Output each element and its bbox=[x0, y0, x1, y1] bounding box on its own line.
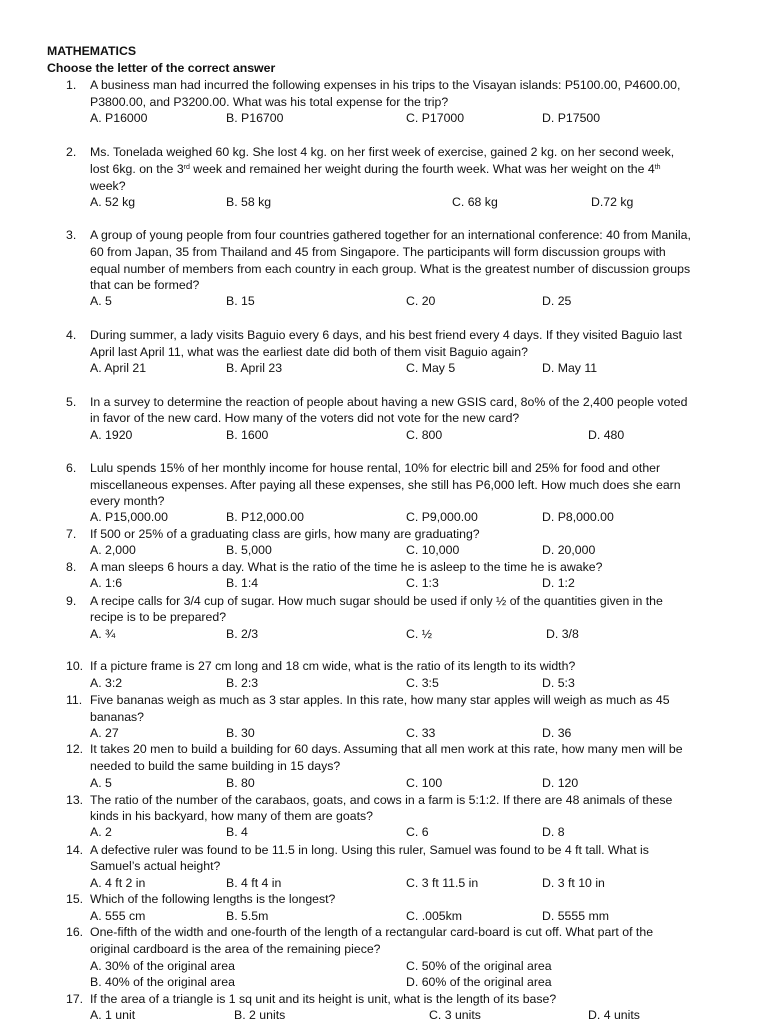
choice-a: A. ¾ bbox=[90, 627, 116, 641]
choice-a: A. April 21 bbox=[90, 361, 147, 375]
choice-c: C. 3:5 bbox=[406, 676, 439, 690]
choice-d: D. 25 bbox=[542, 294, 572, 308]
choice-c: C. ½ bbox=[406, 627, 432, 641]
question-number: 8. bbox=[66, 560, 77, 574]
choice-d: D. May 11 bbox=[542, 361, 598, 375]
question-text: kinds in his backyard, how many of them are goats? bbox=[90, 809, 373, 823]
choice-c: C. .005km bbox=[406, 909, 463, 923]
question-text-part: week and remained her weight during the fourth week. What was her weight on the 4 bbox=[189, 162, 655, 176]
choice-d: D. 3 ft 10 in bbox=[542, 876, 605, 890]
choice-b: B. 1600 bbox=[226, 428, 269, 442]
choice-d: D. 1:2 bbox=[542, 576, 575, 590]
choice-c: C. 20 bbox=[406, 294, 436, 308]
choice-b: B. 15 bbox=[226, 294, 255, 308]
choice-b: B. 2 units bbox=[234, 1008, 286, 1022]
question-text: 60 from Japan, 35 from Thailand and 45 from Singapore. The participants will form discussion groups with bbox=[90, 245, 666, 259]
question-number: 9. bbox=[66, 594, 77, 608]
choice-c: C. 3 ft 11.5 in bbox=[406, 876, 479, 890]
choice-c: C. 33 bbox=[406, 726, 436, 740]
choice-c: C. 3 units bbox=[429, 1008, 481, 1022]
question-number: 3. bbox=[66, 228, 77, 242]
ordinal-superscript: th bbox=[654, 164, 661, 171]
question-text: Five bananas weigh as much as 3 star apples. In this rate, how many star apples will weigh as much as 45 bbox=[90, 693, 670, 707]
choice-a: A. 52 kg bbox=[90, 195, 136, 209]
choice-d: D. 36 bbox=[542, 726, 572, 740]
section-title: MATHEMATICS bbox=[47, 44, 137, 58]
choice-d: D. 5:3 bbox=[542, 676, 575, 690]
question-number: 7. bbox=[66, 527, 77, 541]
choice-a: A. 1920 bbox=[90, 428, 133, 442]
choice-c: C. 50% of the original area bbox=[406, 959, 552, 973]
question-text: P3800.00, and P3200.00. What was his total expense for the trip? bbox=[90, 95, 449, 109]
question-number: 16. bbox=[66, 925, 84, 939]
question-text: bananas? bbox=[90, 710, 145, 724]
choice-b: B. 2:3 bbox=[226, 676, 259, 690]
question-number: 5. bbox=[66, 395, 77, 409]
question-text: A business man had incurred the following expenses in his trips to the Visayan islands: P5100.00, P4600.00, bbox=[90, 78, 681, 92]
question-number: 13. bbox=[66, 793, 84, 807]
question-text: During summer, a lady visits Baguio every 6 days, and his best friend every 4 days. If they visited Baguio last bbox=[90, 328, 682, 342]
choice-b: B. 58 kg bbox=[226, 195, 272, 209]
choice-b: B. 2/3 bbox=[226, 627, 259, 641]
choice-a: A. 30% of the original area bbox=[90, 959, 235, 973]
choice-d: D.72 kg bbox=[591, 195, 634, 209]
question-text: Which of the following lengths is the longest? bbox=[90, 892, 336, 906]
question-number: 2. bbox=[66, 145, 77, 159]
choice-a: A. P16000 bbox=[90, 111, 148, 125]
choice-a: A. 5 bbox=[90, 294, 112, 308]
question-text: Samuel’s actual height? bbox=[90, 859, 221, 873]
choice-c: C. P17000 bbox=[406, 111, 465, 125]
question-text bbox=[90, 162, 661, 176]
choice-b: B. 4 ft 4 in bbox=[226, 876, 282, 890]
question-text: A man sleeps 6 hours a day. What is the ratio of the time he is asleep to the time he is awake? bbox=[90, 560, 603, 574]
choice-b: B. 40% of the original area bbox=[90, 975, 235, 989]
question-number: 14. bbox=[66, 843, 84, 857]
question-number: 12. bbox=[66, 742, 84, 756]
question-text: A recipe calls for 3/4 cup of sugar. How much sugar should be used if only ½ of the quantities given in the bbox=[90, 594, 663, 608]
question-text: April last April 11, what was the earliest date did both of them visit Baguio again? bbox=[90, 345, 528, 359]
choice-c: C. May 5 bbox=[406, 361, 456, 375]
question-text: It takes 20 men to build a building for 60 days. Assuming that all men work at this rate, how many men will be bbox=[90, 742, 683, 756]
question-number: 1. bbox=[66, 78, 77, 92]
instructions: Choose the letter of the correct answer bbox=[47, 61, 276, 75]
question-number: 17. bbox=[66, 992, 84, 1006]
question-text: A defective ruler was found to be 11.5 in long. Using this ruler, Samuel was found to be 4 ft tall. What is bbox=[90, 843, 649, 857]
choice-b: B. 30 bbox=[226, 726, 255, 740]
question-number: 4. bbox=[66, 328, 77, 342]
choice-a: A. 2,000 bbox=[90, 543, 136, 557]
choice-a: A. 1:6 bbox=[90, 576, 123, 590]
question-text-part: lost 6kg. on the 3 bbox=[90, 162, 184, 176]
choice-a: A. 27 bbox=[90, 726, 119, 740]
choice-b: B. P16700 bbox=[226, 111, 284, 125]
ordinal-superscript: rd bbox=[183, 164, 190, 171]
question-text: recipe is to be prepared? bbox=[90, 610, 227, 624]
choice-d: D. 60% of the original area bbox=[406, 975, 552, 989]
choice-d: D. 480 bbox=[588, 428, 625, 442]
choice-d: D. 5555 mm bbox=[542, 909, 609, 923]
choice-b: B. 4 bbox=[226, 825, 248, 839]
question-number: 15. bbox=[66, 892, 84, 906]
question-text: Ms. Tonelada weighed 60 kg. She lost 4 kg. on her first week of exercise, gained 2 kg. on her second week, bbox=[90, 145, 675, 159]
choice-d: D. 120 bbox=[542, 776, 579, 790]
question-text: miscellaneous expenses. After paying all these expenses, she still has P6,000 left. How much does she earn bbox=[90, 478, 681, 492]
choice-b: B. April 23 bbox=[226, 361, 283, 375]
question-text: If 500 or 25% of a graduating class are girls, how many are graduating? bbox=[90, 527, 480, 541]
choice-c: C. P9,000.00 bbox=[406, 510, 478, 524]
choice-a: A. 3:2 bbox=[90, 676, 123, 690]
choice-d: D. 20,000 bbox=[542, 543, 596, 557]
choice-a: A. 4 ft 2 in bbox=[90, 876, 146, 890]
choice-a: A. 2 bbox=[90, 825, 112, 839]
choice-d: D. P8,000.00 bbox=[542, 510, 614, 524]
question-text: A group of young people from four countries gathered together for an international conference: 40 from Manila, bbox=[90, 228, 691, 242]
question-text: If the area of a triangle is 1 sq unit and its height is unit, what is the length of its base? bbox=[90, 992, 557, 1006]
choice-d: D. 4 units bbox=[588, 1008, 640, 1022]
choice-a: A. 555 cm bbox=[90, 909, 146, 923]
question-text: week? bbox=[90, 179, 126, 193]
choice-d: D. 3/8 bbox=[546, 627, 579, 641]
question-number: 11. bbox=[66, 693, 83, 707]
question-number: 10. bbox=[66, 659, 84, 673]
question-text: original cardboard is the area of the remaining piece? bbox=[90, 942, 381, 956]
choice-a: A. 1 unit bbox=[90, 1008, 136, 1022]
choice-b: B. 5.5m bbox=[226, 909, 269, 923]
question-number: 6. bbox=[66, 461, 77, 475]
question-text: The ratio of the number of the carabaos, goats, and cows in a farm is 5:1:2. If there are 48 animals of these bbox=[90, 793, 673, 807]
question-text: equal number of members from each country in each group. What is the greatest number of discussion groups bbox=[90, 262, 691, 276]
choice-d: D. 8 bbox=[542, 825, 565, 839]
question-text: needed to build the same building in 15 days? bbox=[90, 759, 341, 773]
choice-a: A. P15,000.00 bbox=[90, 510, 168, 524]
question-text: that can be formed? bbox=[90, 278, 200, 292]
choice-c: C. 800 bbox=[406, 428, 443, 442]
choice-c: C. 6 bbox=[406, 825, 429, 839]
choice-b: B. 1:4 bbox=[226, 576, 259, 590]
question-text: Lulu spends 15% of her monthly income for house rental, 10% for electric bill and 25% for food and other bbox=[90, 461, 661, 475]
choice-c: C. 1:3 bbox=[406, 576, 439, 590]
question-text: in favor of the new card. How many of the voters did not vote for the new card? bbox=[90, 411, 520, 425]
question-text: every month? bbox=[90, 494, 165, 508]
choice-d: D. P17500 bbox=[542, 111, 601, 125]
choice-a: A. 5 bbox=[90, 776, 112, 790]
question-text: If a picture frame is 27 cm long and 18 cm wide, what is the ratio of its length to its width? bbox=[90, 659, 576, 673]
question-text: One-fifth of the width and one-fourth of the length of a rectangular card-board is cut off. What part of the bbox=[90, 925, 654, 939]
choice-c: C. 10,000 bbox=[406, 543, 460, 557]
choice-b: B. 5,000 bbox=[226, 543, 272, 557]
choice-b: B. P12,000.00 bbox=[226, 510, 304, 524]
question-text: In a survey to determine the reaction of people about having a new GSIS card, 8o% of the 2,400 people voted bbox=[90, 395, 688, 409]
choice-c: C. 100 bbox=[406, 776, 443, 790]
choice-c: C. 68 kg bbox=[452, 195, 498, 209]
choice-b: B. 80 bbox=[226, 776, 255, 790]
